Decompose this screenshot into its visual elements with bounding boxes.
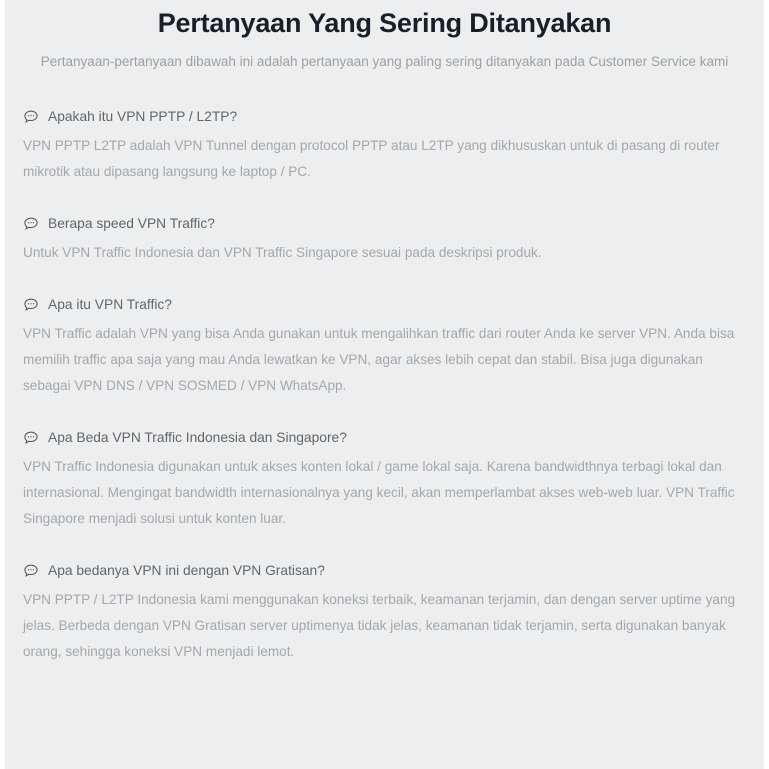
faq-question[interactable] <box>23 107 746 126</box>
faq-answer: VPN Traffic Indonesia digunakan untuk akses konten lokal / game lokal saja. Karena bandwidthnya terbagi lokal dan internasional. Mengingat bandwidth internasionalnya yang kecil, akan memperlambat akses web-web luar. VPN Traffic Singapore menjadi solusi untuk konten luar. <box>23 459 735 526</box>
faq-answer: VPN PPTP / L2TP Indonesia kami menggunakan koneksi terbaik, keamanan terjamin, dan dengan server uptime yang jelas. Berbeda dengan VPN Gratisan server uptimenya tidak jelas, keamanan tidak terjamin, serta digunakan banyak orang, sehingga koneksi VPN menjadi lemot. <box>23 592 736 659</box>
faq-list <box>23 71 746 665</box>
faq-answer: VPN PPTP L2TP adalah VPN Tunnel dengan protocol PPTP atau L2TP yang dikhususkan untuk di pasang di router mikrotik atau dipasang langsung ke laptop / PC. <box>23 138 720 179</box>
faq-question-text: Apa itu VPN Traffic? <box>48 297 172 312</box>
faq-question-text: Apakah itu VPN PPTP / L2TP? <box>48 109 238 124</box>
faq-question[interactable] <box>23 295 746 314</box>
comment-icon <box>23 216 39 232</box>
faq-panel <box>5 0 764 769</box>
page-title: Pertanyaan Yang Sering Ditanyakan <box>157 8 612 38</box>
faq-question[interactable] <box>23 428 746 447</box>
faq-item <box>23 214 746 266</box>
faq-item <box>23 561 746 665</box>
faq-answer: VPN Traffic adalah VPN yang bisa Anda gunakan untuk mengalihkan traffic dari router Anda ke server VPN. Anda bisa memilih traffic apa saja yang mau Anda lewatkan ke VPN, agar akses lebih cepat dan stabil. Bisa juga digunakan sebagai VPN DNS / VPN SOSMED / VPN WhatsApp. <box>23 326 735 393</box>
faq-item <box>23 295 746 399</box>
page-subtitle: Pertanyaan-pertanyaan dibawah ini adalah pertanyaan yang paling sering ditanyakan pada Customer Service kami <box>40 54 729 69</box>
comment-icon <box>23 430 39 446</box>
faq-header <box>23 0 746 71</box>
comment-icon <box>23 563 39 579</box>
faq-item <box>23 428 746 532</box>
faq-question[interactable] <box>23 214 746 233</box>
faq-question-text: Apa bedanya VPN ini dengan VPN Gratisan? <box>48 563 325 578</box>
faq-question-text: Apa Beda VPN Traffic Indonesia dan Singapore? <box>48 430 347 445</box>
faq-question-text: Berapa speed VPN Traffic? <box>48 216 215 231</box>
comment-icon <box>23 109 39 125</box>
faq-answer: Untuk VPN Traffic Indonesia dan VPN Traffic Singapore sesuai pada deskripsi produk. <box>23 245 542 260</box>
faq-question[interactable] <box>23 561 746 580</box>
comment-icon <box>23 297 39 313</box>
faq-item <box>23 107 746 185</box>
